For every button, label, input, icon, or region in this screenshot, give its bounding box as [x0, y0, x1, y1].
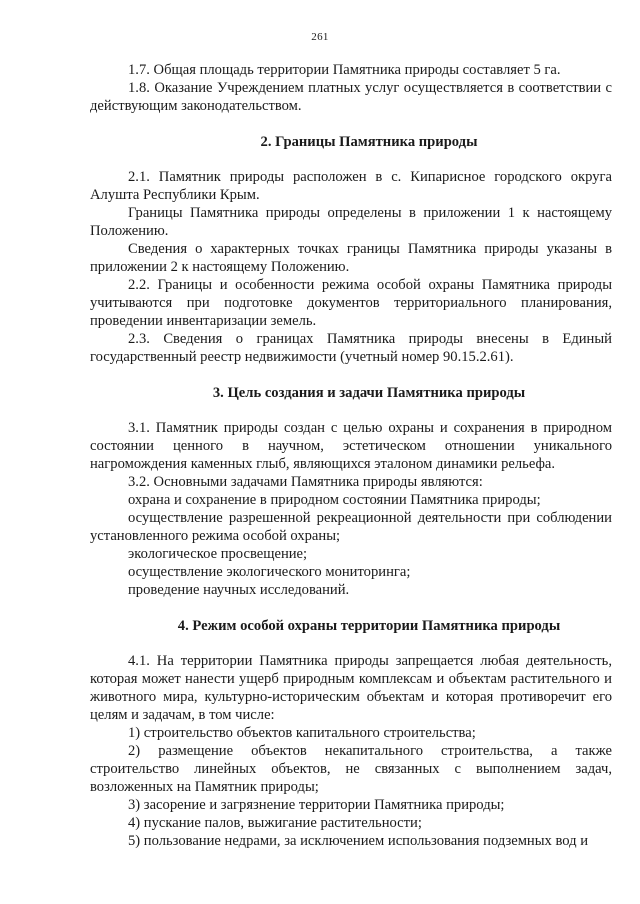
document-body: [90, 61, 612, 850]
paragraph-3-1: 3.1. Памятник природы создан с целью охраны и сохранения в природном состоянии ценного в научном, эстетическом отношении уникального нагромождения каменных глыб, являющихся эталоном динамики рельефа.: [90, 420, 612, 472]
list-item: 2) размещение объектов некапитального строительства, а также строительство линейных объектов, не связанных с выполнением задач, возложенных на Памятник природы;: [90, 743, 612, 795]
section-3-heading: 3. Цель создания и задачи Памятника природы: [212, 385, 526, 401]
list-item: проведение научных исследований.: [128, 582, 350, 598]
paragraph-4-1: 4.1. На территории Памятника природы запрещается любая деятельность, которая может нанести ущерб природным комплексам и объектам растительного и животного мира, культурно-историческим объектам и которая противоречит его целям и задачам, в том числе:: [90, 653, 612, 723]
tasks-list: [90, 491, 612, 599]
paragraph-boundary-points: Сведения о характерных точках границы Памятника природы указаны в приложении 2 к настоящему Положению.: [90, 241, 612, 275]
list-item: осуществление разрешенной рекреационной деятельности при соблюдении установленного режима особой охраны;: [90, 510, 612, 544]
section-4-heading: 4. Режим особой охраны территории Памятника природы: [177, 618, 561, 634]
paragraph-3-2: 3.2. Основными задачами Памятника природы являются:: [128, 474, 483, 490]
list-item: экологическое просвещение;: [128, 546, 308, 562]
list-item: 5) пользование недрами, за исключением использования подземных вод и: [128, 833, 589, 849]
paragraph-1-7: 1.7. Общая площадь территории Памятника природы составляет 5 га.: [128, 62, 561, 78]
list-item: 4) пускание палов, выжигание растительности;: [128, 815, 422, 831]
paragraph-2-2: 2.2. Границы и особенности режима особой охраны Памятника природы учитываются при подготовке документов территориального планирования, проведении инвентаризации земель.: [90, 277, 612, 329]
list-item: 3) засорение и загрязнение территории Памятника природы;: [128, 797, 505, 813]
paragraph-2-3: 2.3. Сведения о границах Памятника природы внесены в Единый государственный реестр недвижимости (учетный номер 90.15.2.61).: [90, 331, 612, 365]
list-item: осуществление экологического мониторинга;: [128, 564, 411, 580]
paragraph-1-8: 1.8. Оказание Учреждением платных услуг осуществляется в соответствии с действующим законодательством.: [90, 80, 612, 114]
list-item: 1) строительство объектов капитального строительства;: [128, 725, 476, 741]
paragraph-borders: Границы Памятника природы определены в приложении 1 к настоящему Положению.: [90, 205, 612, 239]
prohibitions-list: [90, 724, 612, 850]
list-item: охрана и сохранение в природном состоянии Памятника природы;: [128, 492, 541, 508]
paragraph-2-1: 2.1. Памятник природы расположен в с. Кипарисное городского округа Алушта Республики Крым.: [90, 169, 612, 203]
page-number: 261: [311, 31, 329, 43]
section-2-heading: 2. Границы Памятника природы: [260, 134, 478, 150]
